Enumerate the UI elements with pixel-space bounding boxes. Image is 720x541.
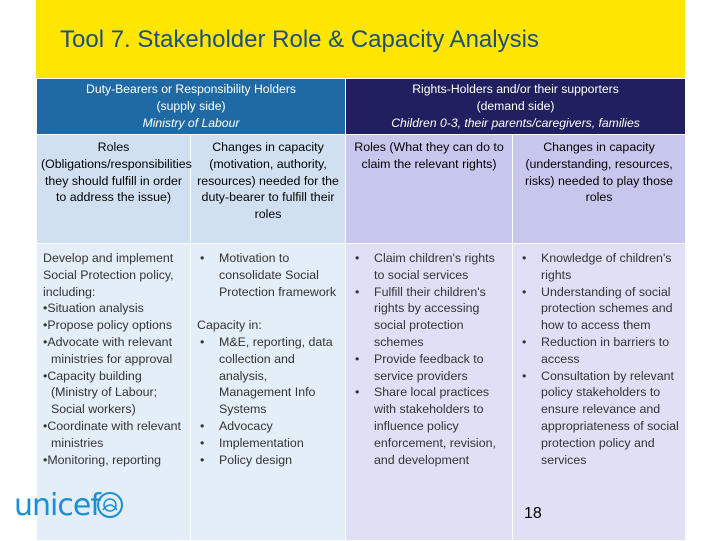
duty-role-item: •Propose policy options — [43, 318, 173, 333]
unicef-logo — [14, 488, 100, 523]
demand-side-label: (demand side) — [476, 99, 555, 114]
stakeholder-table — [36, 78, 686, 541]
duty-capacity-item: • Advocacy — [200, 418, 273, 433]
rights-capacity-item: • Knowledge of children's rights — [522, 251, 672, 282]
rights-capacity-item: • Reduction in barriers to access — [522, 334, 670, 366]
rights-capacity-list — [519, 250, 679, 468]
duty-capacity-list-b — [197, 334, 339, 468]
duty-capacity-list-a — [197, 250, 339, 300]
duty-capacity-cell — [191, 244, 346, 541]
unicef-logo-text: unicef — [14, 488, 100, 523]
page-number: 18 — [524, 505, 542, 522]
duty-bearers-title: Duty-Bearers or Responsibility Holders — [86, 82, 296, 97]
rights-role-item: • Share local practices with stakeholders to influence policy enforcement, revision, and development — [355, 385, 496, 467]
subheader-duty-capacity: Changes in capacity (motivation, authority, resources) needed for the duty-bearer to fulfill their roles — [191, 135, 346, 244]
subheader-duty-roles: Roles (Obligations/responsibilities they should fulfill in order to address the issue) — [37, 135, 191, 244]
duty-capacity-item: • M&E, reporting, data collection and analysis, Management Info Systems — [200, 334, 333, 417]
rights-holders-header — [346, 79, 686, 135]
duty-role-item: •Coordinate with relevant ministries — [43, 418, 181, 450]
duty-capacity-item: • Implementation — [200, 435, 304, 450]
rights-holders-title: Rights-Holders and/or their supporters — [412, 82, 619, 97]
slide-title: Tool 7. Stakeholder Role & Capacity Analysis — [60, 26, 539, 53]
rights-capacity-item: • Consultation by relevant policy stakeholders to ensure relevance and appropriateness of social protection policy and services — [522, 368, 679, 467]
supply-side-label: (supply side) — [156, 99, 226, 114]
duty-capacity-item: • Policy design — [200, 452, 293, 467]
rights-roles-cell — [346, 244, 513, 541]
children-label: Children 0-3, their parents/caregivers, families — [391, 115, 640, 130]
rights-roles-list — [352, 250, 506, 468]
duty-capacity-item: • Motivation to consolidate Social Protection framework — [200, 251, 337, 299]
duty-role-item: •Monitoring, reporting — [43, 452, 161, 467]
rights-role-item: • Fulfill their children's rights by accessing social protection schemes — [355, 284, 486, 349]
duty-role-item: •Capacity building (Ministry of Labour; Social workers) — [43, 368, 158, 417]
unicef-emblem-icon — [95, 490, 125, 520]
capacity-in-label: Capacity in: — [197, 318, 262, 333]
subheader-rights-capacity: Changes in capacity (understanding, resources, risks) needed to play those roles — [513, 135, 686, 244]
ministry-label: Ministry of Labour — [142, 115, 240, 130]
rights-role-item: • Provide feedback to service providers — [355, 351, 484, 383]
duty-bearers-header — [37, 79, 346, 135]
duty-roles-intro: Develop and implement Social Protection policy, including: — [43, 251, 174, 299]
duty-role-item: •Situation analysis — [43, 301, 144, 316]
rights-role-item: • Claim children's rights to social services — [355, 251, 495, 282]
rights-capacity-cell — [513, 244, 686, 541]
rights-capacity-item: • Understanding of social protection schemes and how to access them — [522, 284, 673, 333]
subheader-rights-roles: Roles (What they can do to claim the relevant rights) — [346, 135, 513, 244]
duty-role-item: •Advocate with relevant ministries for approval — [43, 334, 173, 366]
